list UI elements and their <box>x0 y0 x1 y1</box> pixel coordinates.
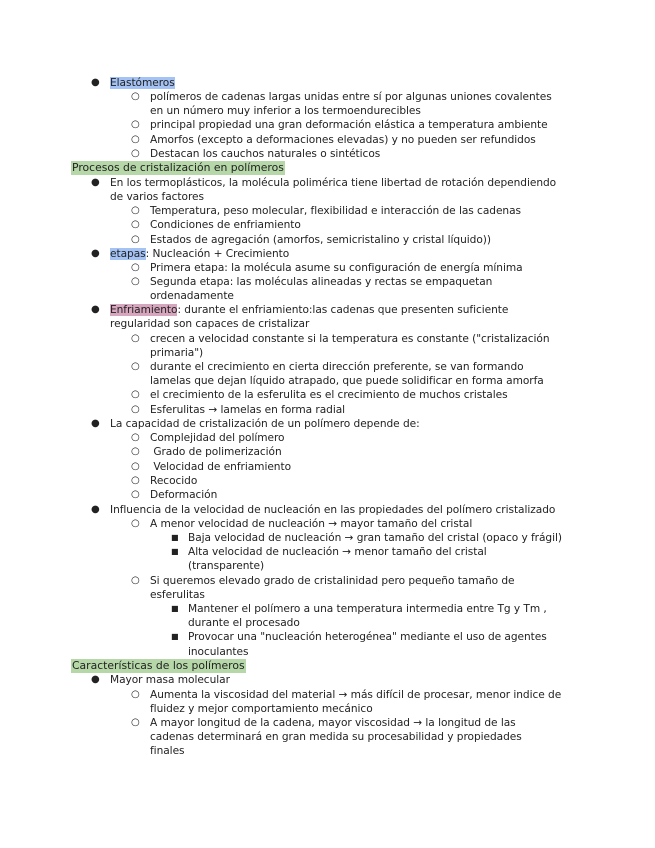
bullet-circle: ○ <box>131 205 140 216</box>
bullet-circle: ○ <box>131 432 140 443</box>
bullet-disc: ● <box>91 504 100 515</box>
bullet-disc: ● <box>91 177 100 188</box>
text-line: de varios factores <box>110 191 204 203</box>
text-line: Baja velocidad de nucleación → gran tamaño del cristal (opaco y frágil) <box>188 532 562 544</box>
bullet-circle: ○ <box>131 234 140 245</box>
bullet-square: ■ <box>171 632 179 641</box>
text-line: Primera etapa: la molécula asume su configuración de energía mínima <box>150 262 523 274</box>
text-line: En los termoplásticos, la molécula polimérica tiene libertad de rotación dependiendo <box>110 177 557 189</box>
highlight-enfriamiento: Enfriamiento <box>110 304 178 316</box>
text-line: Deformación <box>150 489 218 501</box>
text-line: en un número muy inferior a los termoendurecibles <box>150 105 421 117</box>
bullet-circle: ○ <box>131 333 140 344</box>
bullet-circle: ○ <box>131 475 140 486</box>
bullet-circle: ○ <box>131 717 140 728</box>
bullet-circle: ○ <box>131 134 140 145</box>
text-line: crecen a velocidad constante si la temperatura es constante ("cristalización <box>150 333 550 345</box>
bullet-circle: ○ <box>131 119 140 130</box>
bullet-circle: ○ <box>131 262 140 273</box>
text-line: Condiciones de enfriamiento <box>150 219 301 231</box>
text-line: A menor velocidad de nucleación → mayor tamaño del cristal <box>150 518 473 530</box>
bullet-circle: ○ <box>131 389 140 400</box>
text-line: Esferulitas → lamelas en forma radial <box>150 404 346 416</box>
text-line: La capacidad de cristalización de un polímero depende de: <box>110 418 420 430</box>
text-line: lamelas que dejan líquido atrapado, que puede solidificar en forma amorfa <box>150 375 544 387</box>
text-line: Amorfos (excepto a deformaciones elevadas) y no pueden ser refundidos <box>150 134 536 146</box>
text-line: Complejidad del polímero <box>150 432 285 444</box>
bullet-circle: ○ <box>131 689 140 700</box>
bullet-circle: ○ <box>131 219 140 230</box>
bullet-circle: ○ <box>131 489 140 500</box>
bullet-circle: ○ <box>131 461 140 472</box>
bullet-disc: ● <box>91 304 100 315</box>
text-line: Influencia de la velocidad de nucleación en las propiedades del polímero cristalizado <box>110 504 556 516</box>
text-line: durante el crecimiento en cierta dirección preferente, se van formando <box>150 361 524 373</box>
text-line: Mayor masa molecular <box>110 674 230 686</box>
text-line: Recocido <box>150 475 198 487</box>
list-item-enfriamiento <box>110 303 508 317</box>
bullet-square: ■ <box>171 604 179 613</box>
text-line: Estados de agregación (amorfos, semicristalino y cristal líquido)) <box>150 234 491 246</box>
text-line: durante el procesado <box>188 617 300 629</box>
section-heading-cristalizacion: Procesos de cristalización en polímeros <box>72 161 284 174</box>
text-line: esferulitas <box>150 589 205 601</box>
bullet-circle: ○ <box>131 276 140 287</box>
text-line: Segunda etapa: las moléculas alineadas y rectas se empaquetan <box>150 276 493 288</box>
text-line: cadenas determinará en gran medida su procesabilidad y propiedades <box>150 731 522 743</box>
text-line: Si queremos elevado grado de cristalinidad pero pequeño tamaño de <box>150 575 515 587</box>
text-line: Provocar una "nucleación heterogénea" mediante el uso de agentes <box>188 631 547 643</box>
text-line: Aumenta la viscosidad del material → más difícil de procesar, menor indice de <box>150 689 562 701</box>
text-line: Alta velocidad de nucleación → menor tamaño del cristal <box>188 546 487 558</box>
text-line: (transparente) <box>188 560 265 572</box>
bullet-circle: ○ <box>131 91 140 102</box>
bullet-disc: ● <box>91 77 100 88</box>
text-line: primaria") <box>150 347 204 359</box>
text-line: inoculantes <box>188 646 249 658</box>
bullet-disc: ● <box>91 418 100 429</box>
text-span: : durante el enfriamiento:las cadenas que presenten suficiente <box>177 304 509 316</box>
text-line: regularidad son capaces de cristalizar <box>110 318 310 330</box>
text-line: Destacan los cauchos naturales o sintéticos <box>150 148 381 160</box>
text-line: Temperatura, peso molecular, flexibilidad e interacción de las cadenas <box>150 205 521 217</box>
list-item-etapas <box>110 247 289 261</box>
text-line: A mayor longitud de la cadena, mayor viscosidad → la longitud de las <box>150 717 516 729</box>
section-heading-caracteristicas: Características de los polímeros <box>72 659 245 672</box>
text-line: Mantener el polímero a una temperatura intermedia entre Tg y Tm , <box>188 603 547 615</box>
text-line: principal propiedad una gran deformación elástica a temperatura ambiente <box>150 119 548 131</box>
bullet-circle: ○ <box>131 518 140 529</box>
text-line: Grado de polimerización <box>150 446 282 458</box>
list-item-elastomeros <box>110 76 175 90</box>
bullet-square: ■ <box>171 533 179 542</box>
text-line: ordenadamente <box>150 290 234 302</box>
bullet-circle: ○ <box>131 575 140 586</box>
bullet-disc: ● <box>91 674 100 685</box>
bullet-circle: ○ <box>131 361 140 372</box>
text-line: el crecimiento de la esferulita es el crecimiento de muchos cristales <box>150 389 508 401</box>
text-line: polímeros de cadenas largas unidas entre sí por algunas uniones covalentes <box>150 91 552 103</box>
text-line: Velocidad de enfriamiento <box>150 461 292 473</box>
bullet-disc: ● <box>91 248 100 259</box>
bullet-square: ■ <box>171 547 179 556</box>
text-line: fluidez y mejor comportamiento mecánico <box>150 703 373 715</box>
highlight-elastomeros: Elastómeros <box>110 77 175 89</box>
bullet-circle: ○ <box>131 404 140 415</box>
bullet-circle: ○ <box>131 446 140 457</box>
text-span: : Nucleación + Crecimiento <box>145 248 290 260</box>
bullet-circle: ○ <box>131 148 140 159</box>
highlight-etapas: etapas <box>110 248 146 260</box>
text-line: finales <box>150 745 185 757</box>
